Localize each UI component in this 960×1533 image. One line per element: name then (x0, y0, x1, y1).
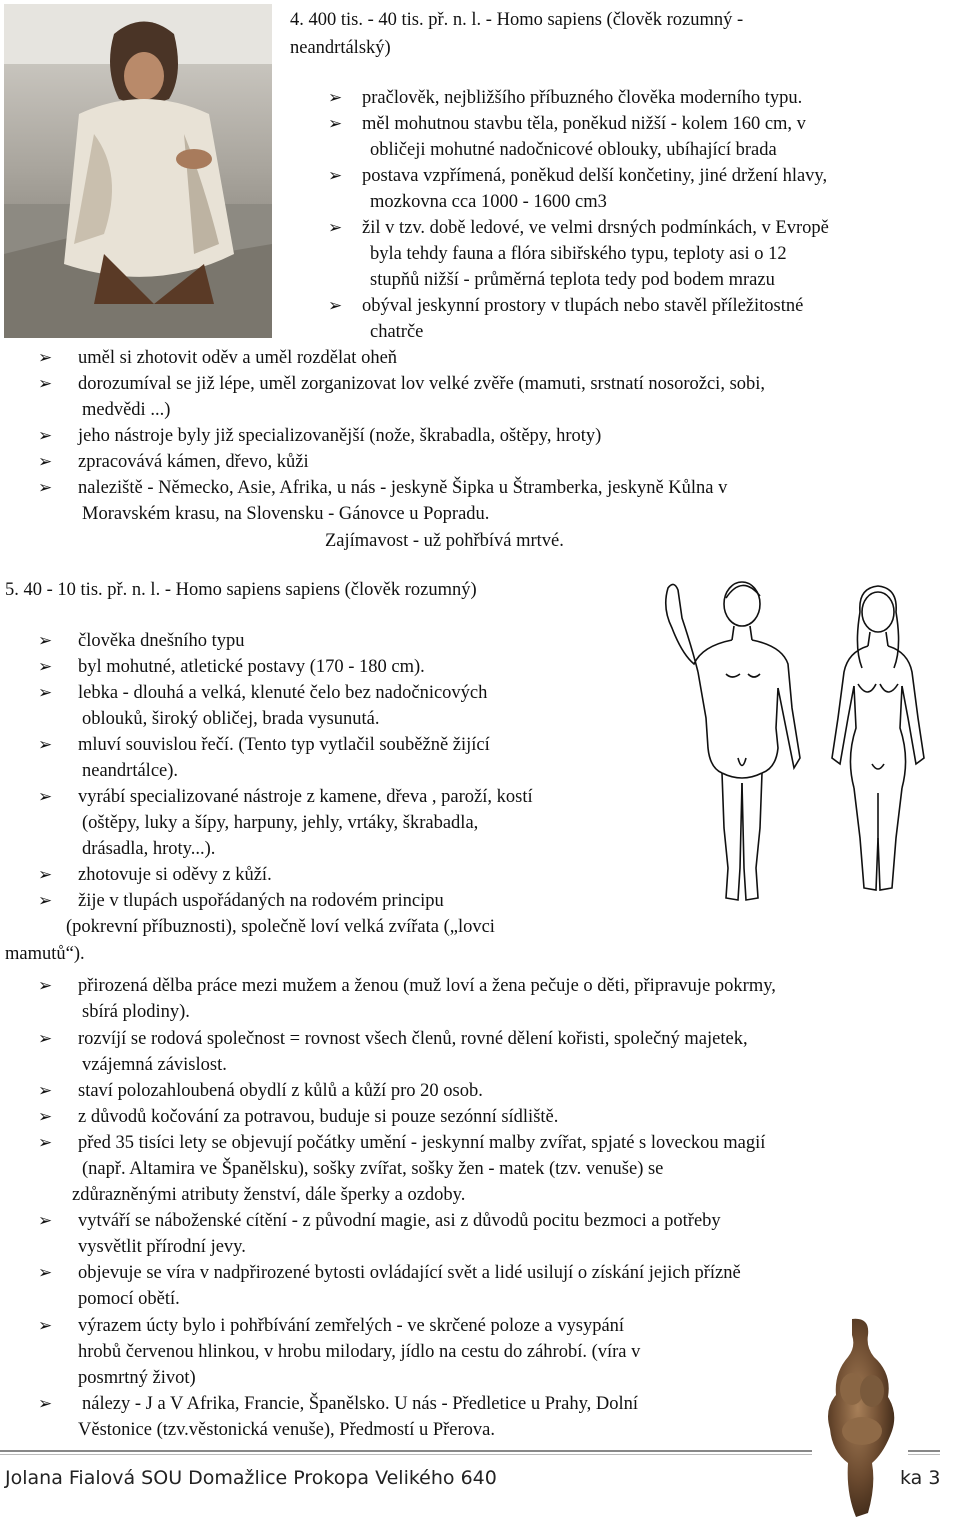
human-figures-drawing (632, 568, 942, 908)
bullet-arrow-icon: ➢ (38, 891, 53, 911)
s4-item-3: postava vzpřímená, poněkud delší končetiny, jiné držení hlavy, (362, 166, 828, 186)
s4-item-9: chatrče (370, 322, 424, 342)
bullet-arrow-icon: ➢ (38, 1211, 53, 1231)
bullet-arrow-icon: ➢ (38, 348, 53, 368)
s5-item-28: posmrtný život) (78, 1368, 196, 1388)
s5-item-7: (oštěpy, luky a šípy, harpuny, jehly, vrtáky, škrabadla, (82, 813, 479, 833)
s4-item-0: pračlověk, nejbližšího příbuzného člověka moderního typu. (362, 88, 803, 108)
s5-item-1: byl mohutné, atletické postavy (170 - 180 cm). (78, 657, 425, 677)
s4-item-15: naleziště - Německo, Asie, Afrika, u nás - jeskyně Šipka u Štramberka, jeskyně Kůlna v (78, 478, 728, 498)
s5-item-11: (pokrevní příbuznosti), společně loví velká zvířata („lovci (66, 917, 495, 937)
s5-item-27: hrobů červenou hlinkou, v hrobu milodary, jídlo na cestu do záhrobí. (víra v (78, 1342, 641, 1362)
s4-item-16: Moravském krasu, na Slovensku - Gánovce u Popradu. (82, 504, 490, 524)
footer-divider-thin (0, 1454, 940, 1455)
s4-item-5: žil v tzv. době ledové, ve velmi drsných podmínkách, v Evropě (362, 218, 829, 238)
s5-item-16: vzájemná závislost. (82, 1055, 227, 1075)
bullet-arrow-icon: ➢ (38, 426, 53, 446)
s5-item-24: objevuje se víra v nadpřirozené bytosti ovládající svět a lidé usilují o získání jejich přízně (78, 1263, 741, 1283)
bullet-arrow-icon: ➢ (38, 1316, 53, 1336)
bullet-arrow-icon: ➢ (38, 976, 53, 996)
bullet-arrow-icon: ➢ (38, 452, 53, 472)
bullet-arrow-icon: ➢ (328, 114, 343, 134)
bullet-arrow-icon: ➢ (38, 374, 53, 394)
s5-item-17: staví polozahloubená obydlí z kůlů a kůží pro 20 osob. (78, 1081, 483, 1101)
s5-item-19: před 35 tisíci lety se objevují počátky umění - jeskynní malby zvířat, spjaté s loveckou magií (78, 1133, 766, 1153)
bullet-arrow-icon: ➢ (38, 787, 53, 807)
s5-item-3: oblouků, široký obličej, brada vysunutá. (82, 709, 380, 729)
venus-figurine-photo (812, 1313, 908, 1525)
s5-item-20: (např. Altamira ve Španělsku), sošky zvířat, sošky žen - matek (tzv. venuše) se (82, 1159, 664, 1179)
bullet-arrow-icon: ➢ (38, 657, 53, 677)
bullet-arrow-icon: ➢ (328, 296, 343, 316)
s5-item-23: vysvětlit přírodní jevy. (78, 1237, 246, 1257)
s5-item-30: Věstonice (tzv.věstonická venuše), Předmostí u Přerova. (78, 1420, 495, 1440)
footer-author: Jolana Fialová SOU Domažlice Prokopa Velikého 640 (5, 1467, 497, 1489)
bullet-arrow-icon: ➢ (38, 478, 53, 498)
s5-item-21: zdůrazněnými atributy ženství, dále šperky a ozdoby. (72, 1185, 466, 1205)
footer-page-number: ka 3 (900, 1467, 941, 1489)
s5-item-0: člověka dnešního typu (78, 631, 245, 651)
bullet-arrow-icon: ➢ (38, 735, 53, 755)
s4-note: Zajímavost - už pohřbívá mrtvé. (325, 531, 564, 551)
s5-item-14: sbírá plodiny). (82, 1002, 190, 1022)
s4-item-7: stupňů nižší - průměrná teplota tedy pod bodem mrazu (370, 270, 775, 290)
bullet-arrow-icon: ➢ (328, 88, 343, 108)
s4-item-2: obličeji mohutné nadočnicové oblouky, ubíhající brada (370, 140, 777, 160)
footer-divider (0, 1450, 940, 1452)
s4-item-8: obýval jeskynní prostory v tlupách nebo stavěl příležitostné (362, 296, 804, 316)
section5-heading: 5. 40 - 10 tis. př. n. l. - Homo sapiens sapiens (člověk rozumný) (5, 580, 477, 600)
bullet-arrow-icon: ➢ (38, 1107, 53, 1127)
s4-item-14: zpracovává kámen, dřevo, kůži (78, 452, 309, 472)
s5-item-5: neandrtálce). (82, 761, 179, 781)
bullet-arrow-icon: ➢ (38, 683, 53, 703)
s5-item-9: zhotovuje si oděvy z kůží. (78, 865, 272, 885)
neanderthal-photo (4, 4, 272, 338)
s4-item-1: měl mohutnou stavbu těla, poněkud nižší - kolem 160 cm, v (362, 114, 806, 134)
bullet-arrow-icon: ➢ (38, 1394, 53, 1414)
s5-item-15: rozvíjí se rodová společnost = rovnost všech členů, rovné dělení kořisti, společný majetek, (78, 1029, 748, 1049)
bullet-arrow-icon: ➢ (328, 166, 343, 186)
s4-item-10: uměl si zhotovit oděv a uměl rozdělat oheň (78, 348, 398, 368)
s5-item-25: pomocí obětí. (78, 1289, 180, 1309)
s5-item-18: z důvodů kočování za potravou, buduje si pouze sezónní sídliště. (78, 1107, 559, 1127)
s5-item-10: žije v tlupách uspořádaných na rodovém principu (78, 891, 444, 911)
bullet-arrow-icon: ➢ (38, 1029, 53, 1049)
s5-item-6: vyrábí specializované nástroje z kamene, dřeva , paroží, kostí (78, 787, 533, 807)
s4-item-13: jeho nástroje byly již specializovanější (nože, škrabadla, oštěpy, hroty) (78, 426, 602, 446)
s5-item-13: přirozená dělba práce mezi mužem a ženou (muž loví a žena pečuje o děti, připravuje pokrmy, (78, 976, 776, 996)
bullet-arrow-icon: ➢ (38, 1081, 53, 1101)
s4-item-12: medvědi ...) (82, 400, 171, 420)
s5-item-8: drásadla, hroty...). (82, 839, 216, 859)
bullet-arrow-icon: ➢ (38, 1133, 53, 1153)
s5-item-4: mluví souvislou řečí. (Tento typ vytlačil souběžně žijící (78, 735, 490, 755)
s4-item-6: byla tehdy fauna a flóra sibiřského typu, teploty asi o 12 (370, 244, 787, 264)
s4-item-11: dorozumíval se již lépe, uměl zorganizovat lov velké zvěře (mamuti, srstnatí nosorožci, sobi, (78, 374, 766, 394)
s5-item-12: mamutů“). (5, 944, 85, 964)
s5-item-2: lebka - dlouhá a velká, klenuté čelo bez nadočnicových (78, 683, 488, 703)
s5-item-29: nálezy - J a V Afrika, Francie, Španělsko. U nás - Předletice u Prahy, Dolní (82, 1394, 639, 1414)
bullet-arrow-icon: ➢ (38, 1263, 53, 1283)
s5-item-26: výrazem úcty bylo i pohřbívání zemřelých - ve skrčené poloze a vysypání (78, 1316, 625, 1336)
bullet-arrow-icon: ➢ (328, 218, 343, 238)
section4-heading-line2: neandrtálský) (290, 38, 391, 58)
bullet-arrow-icon: ➢ (38, 865, 53, 885)
bullet-arrow-icon: ➢ (38, 631, 53, 651)
s4-item-4: mozkovna cca 1000 - 1600 cm3 (370, 192, 607, 212)
s5-item-22: vytváří se náboženské cítění - z původní magie, asi z důvodů pocitu bezmoci a potřeby (78, 1211, 721, 1231)
section4-heading-line1: 4. 400 tis. - 40 tis. př. n. l. - Homo sapiens (člověk rozumný - (290, 10, 744, 30)
